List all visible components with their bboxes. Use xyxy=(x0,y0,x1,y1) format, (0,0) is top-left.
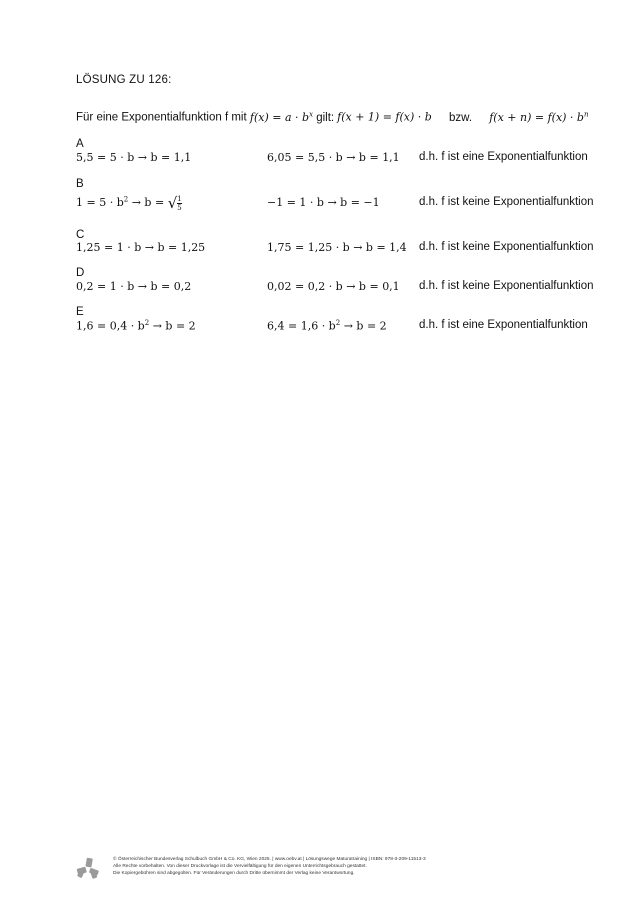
conclusion-c: d.h. f ist keine Exponentialfunktion xyxy=(419,241,594,253)
equation-a-2: 6,05 = 5,5 · b → b = 1,1 xyxy=(267,151,400,164)
intro-text: Für eine Exponentialfunktion f mit xyxy=(76,111,247,124)
equation-a-1: 5,5 = 5 · b → b = 1,1 xyxy=(76,151,192,164)
footer-copyright xyxy=(113,856,426,878)
formula-definition: $f(x) = a \cdot b^x$ xyxy=(249,110,314,124)
footer-line-3: Die Kopiergebühren sind abgegolten. Für Veränderungen durch Dritte übernimmt der Verlag keine Verantwortung. xyxy=(113,871,355,877)
intro-bzw: bzw. xyxy=(449,111,473,124)
footer-line-1: © Österreichischer Bundesverlag Schulbuch GmbH & Co. KG, Wien 2025. | www.oebv.at | Lösungswege Maturatraining | ISBN: 978-3-209-11513-3 xyxy=(113,857,426,862)
section-letter-c: C xyxy=(76,229,85,241)
page-title: LÖSUNG ZU 126: xyxy=(76,74,172,86)
intro-gilt: gilt: xyxy=(316,111,335,124)
formula-step-n: $f(x + n) = f(x) \cdot b^n$ xyxy=(489,110,589,124)
fraction: $\frac{1}{5}$ xyxy=(177,194,182,212)
equation-d-2: 0,02 = 0,2 · b → b = 0,1 xyxy=(267,280,400,293)
sqrt-symbol: √ xyxy=(167,194,178,212)
equation-c-2: 1,75 = 1,25 · b → b = 1,4 xyxy=(267,241,407,254)
section-letter-b: B xyxy=(76,178,84,190)
conclusion-d: d.h. f ist keine Exponentialfunktion xyxy=(419,280,594,292)
equation-b-2: −1 = 1 · b → b = −1 xyxy=(267,196,380,209)
equation-d-1: 0,2 = 1 · b → b = 0,2 xyxy=(76,280,192,293)
intro-line xyxy=(76,110,589,124)
formula-step-one: f(x + 1) = f(x) · b xyxy=(337,110,432,124)
equation-c-1: 1,25 = 1 · b → b = 1,25 xyxy=(76,241,206,254)
equation-e-1: $1,6 = 0,4 \cdot b^2 \to b = 2$ xyxy=(76,319,196,333)
equation-e-2: $6,4 = 1,6 \cdot b^2 \to b = 2$ xyxy=(267,319,387,333)
section-letter-e: E xyxy=(76,306,84,318)
section-letter-a: A xyxy=(76,138,84,150)
footer-line-2: Alle Rechte vorbehalten. Von dieser Druckvorlage ist die Vervielfältigung für den eigenen Unterrichtsgebrauch gestattet. xyxy=(113,864,367,870)
equation-b-1: $1 = 5 \cdot b^2 \to b$ = √ $\frac{1}{5}$ xyxy=(76,194,182,212)
conclusion-e: d.h. f ist eine Exponentialfunktion xyxy=(419,319,588,331)
conclusion-b: d.h. f ist keine Exponentialfunktion xyxy=(419,196,594,208)
conclusion-a: d.h. f ist eine Exponentialfunktion xyxy=(419,151,588,163)
section-letter-d: D xyxy=(76,267,85,279)
publisher-logo-icon xyxy=(76,857,100,881)
